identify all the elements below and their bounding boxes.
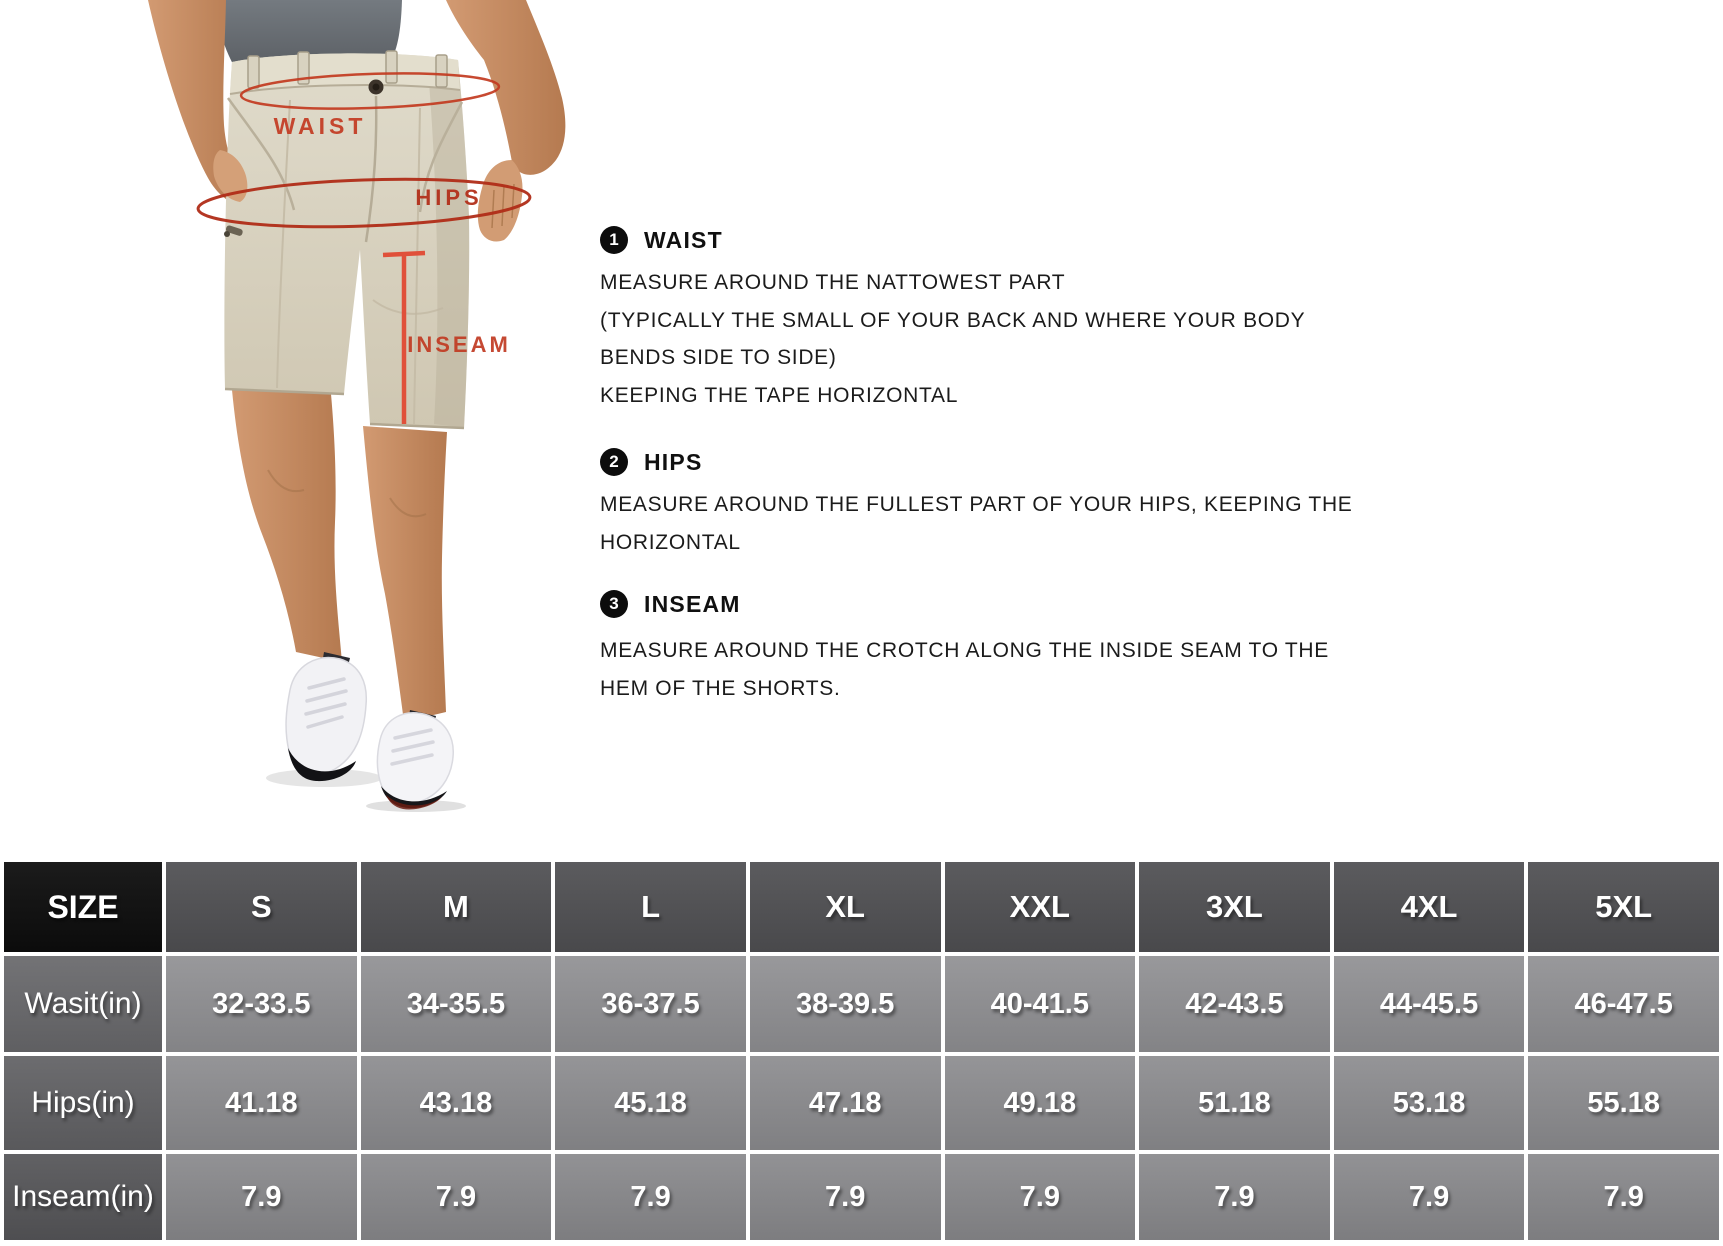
table-header-s: S [166,862,357,952]
hips-value: 49.18 [945,1056,1136,1150]
inseam-value: 7.9 [1528,1154,1719,1240]
step-2-title: HIPS [644,448,703,475]
inseam-photo-label: INSEAM [407,332,511,357]
waist-value: 46-47.5 [1528,956,1719,1052]
step-3-badge: 3 [600,590,628,618]
table-header-5xl: 5XL [1528,862,1719,952]
instruction-text: MEASURE AROUND THE FULLEST PART OF YOUR HIPS, KEEPING THE [600,493,1353,516]
instruction-inseam [600,590,1480,707]
row-label-hips: Hips(in) [4,1056,162,1150]
waist-value: 40-41.5 [945,956,1136,1052]
table-header-4xl: 4XL [1334,862,1525,952]
step-3-title: INSEAM [644,590,741,617]
inseam-value: 7.9 [166,1154,357,1240]
size-chart-table [0,858,1723,1246]
row-label-waist: Wasit(in) [4,956,162,1052]
waist-value: 38-39.5 [750,956,941,1052]
inseam-value: 7.9 [1139,1154,1330,1240]
instruction-text: (TYPICALLY THE SMALL OF YOUR BACK AND WHERE YOUR BODY [600,308,1306,332]
inseam-value: 7.9 [555,1154,746,1240]
row-label-inseam: Inseam(in) [4,1154,162,1240]
inseam-value: 7.9 [1334,1154,1525,1240]
waist-photo-label: WAIST [273,113,367,139]
instruction-waist [600,226,1480,414]
waist-value: 42-43.5 [1139,956,1330,1052]
waist-value: 44-45.5 [1334,956,1525,1052]
model-photo [128,0,580,812]
waist-value: 32-33.5 [166,956,357,1052]
table-header-size: SIZE [4,862,162,952]
inseam-value: 7.9 [750,1154,941,1240]
instruction-text: KEEPING THE TAPE HORIZONTAL [600,383,959,407]
step-2-badge: 2 [600,448,628,476]
hips-value: 43.18 [361,1056,552,1150]
hips-value: 41.18 [166,1056,357,1150]
instruction-text: MEASURE AROUND THE CROTCH ALONG THE INSIDE SEAM TO THE [600,639,1329,662]
hips-value: 53.18 [1334,1056,1525,1150]
inseam-value: 7.9 [945,1154,1136,1240]
waist-value: 34-35.5 [361,956,552,1052]
instruction-text: BENDS SIDE TO SIDE) [600,346,837,369]
hips-photo-label: HIPS [415,185,483,210]
hips-value: 51.18 [1139,1056,1330,1150]
waist-value: 36-37.5 [555,956,746,1052]
table-header-3xl: 3XL [1139,862,1330,952]
hips-value: 47.18 [750,1056,941,1150]
instruction-text: MEASURE AROUND THE NATTOWEST PART [600,271,1066,294]
table-header-xl: XL [750,862,941,952]
hips-value: 45.18 [555,1056,746,1150]
hips-value: 55.18 [1528,1056,1719,1150]
instruction-text: HEM OF THE SHORTS. [600,676,841,700]
inseam-value: 7.9 [361,1154,552,1240]
step-1-badge: 1 [600,226,628,254]
instruction-text: HORIZONTAL [600,530,741,554]
table-header-l: L [555,862,746,952]
table-header-m: M [361,862,552,952]
instruction-hips [600,448,1480,561]
step-1-title: WAIST [644,226,723,253]
table-header-xxl: XXL [945,862,1136,952]
